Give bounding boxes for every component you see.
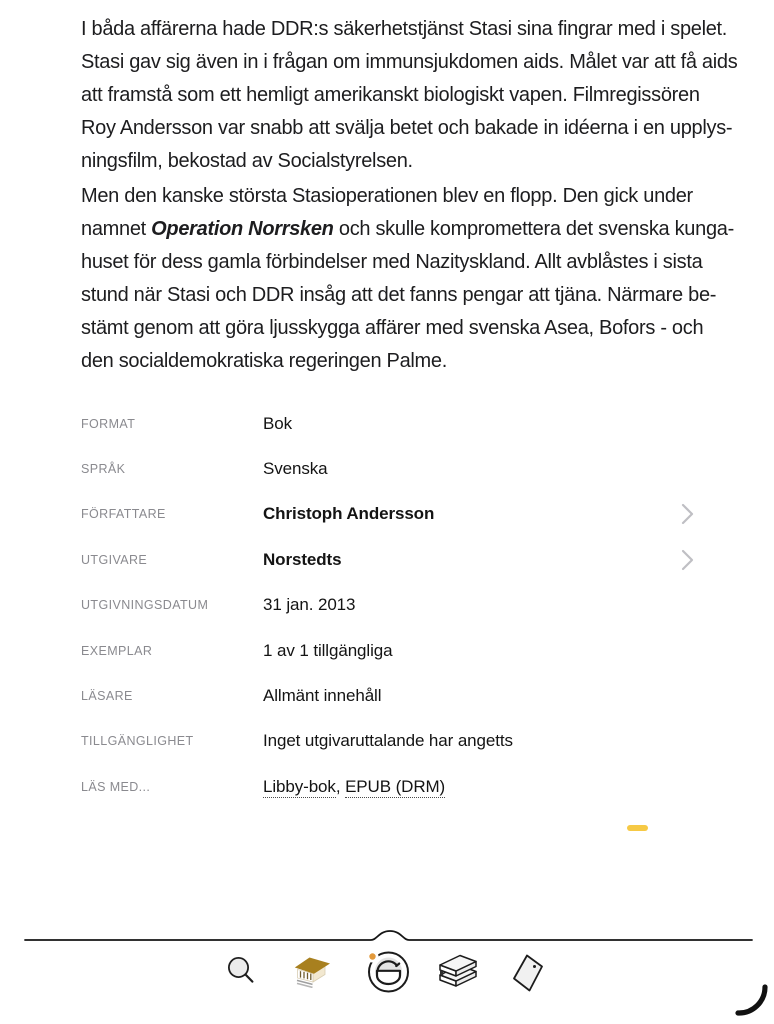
detail-value (263, 777, 445, 797)
description-line: Stasi gav sig även in i frågan om immunsjukdomen aids. Målet var att få aids (81, 51, 738, 73)
epub-drm-link[interactable]: EPUB (DRM) (345, 776, 446, 796)
detail-row-copies (81, 628, 694, 673)
search-button[interactable] (218, 947, 264, 993)
libby-menu-button[interactable] (365, 948, 411, 994)
chevron-right-icon (681, 549, 694, 571)
book-details-list (81, 401, 694, 810)
detail-row-read-with (81, 764, 694, 809)
search-icon (227, 956, 255, 984)
detail-value: Bok (263, 413, 292, 433)
description-line: stund när Stasi och DDR insåg att det fanns pengar att tjäna. Närmare be- (81, 284, 717, 306)
shelf-button[interactable] (435, 950, 481, 996)
description-line: I båda affärerna hade DDR:s säkerhetstjänst Stasi sina fingrar med i spelet. (81, 18, 728, 40)
detail-value: Allmänt innehåll (263, 686, 382, 706)
detail-label: UTGIVNINGSDATUM (81, 598, 209, 613)
loading-spinner-arc (734, 983, 770, 1019)
detail-value: 1 av 1 tillgängliga (263, 640, 393, 660)
description-line: ningsfilm, bekostad av Socialstyrelsen. (81, 150, 413, 172)
description-text: och skulle kompromettera det svenska kunga- (333, 218, 734, 240)
tag-icon (510, 953, 546, 994)
shelf-books-icon (435, 950, 481, 996)
detail-value: Svenska (263, 459, 328, 479)
operation-norrsken-emphasis: Operation Norrsken (151, 218, 334, 240)
detail-row-audience (81, 673, 694, 718)
description-line: Men den kanske största Stasioperationen blev en flopp. Den gick under (81, 185, 693, 207)
detail-label: TILLGÄNGLIGHET (81, 734, 194, 749)
detail-label: FÖRFATTARE (81, 507, 166, 522)
detail-row-format (81, 401, 694, 446)
detail-label: SPRÅK (81, 462, 126, 477)
detail-value: Inget utgivaruttalande har angetts (263, 731, 513, 751)
description-line: att framstå som ett hemligt amerikanskt biologiskt vapen. Filmregissören (81, 84, 700, 106)
detail-label: UTGIVARE (81, 552, 148, 567)
highlight-dash (627, 825, 648, 831)
detail-row-accessibility (81, 719, 694, 764)
description-line: Roy Andersson var snabb att svälja betet och bakade in idéerna i en upplys- (81, 117, 733, 139)
library-building-icon (294, 955, 331, 988)
detail-row-publisher[interactable] (81, 537, 694, 582)
tags-button[interactable] (505, 950, 551, 996)
description-line (81, 213, 741, 246)
detail-row-release-date (81, 583, 694, 628)
description-line: stämt genom att göra ljusskygga affärer med svenska Asea, Bofors - och (81, 317, 704, 339)
detail-row-author[interactable] (81, 492, 694, 537)
description-text: namnet (81, 218, 152, 240)
chevron-right-icon (681, 503, 694, 525)
detail-label: LÄS MED... (81, 779, 151, 794)
author-link[interactable]: Christoph Andersson (263, 504, 435, 524)
description-line: huset för dess gamla förbindelser med Nazityskland. Allt avblåstes i sista (81, 251, 703, 273)
link-separator: , (335, 776, 346, 796)
detail-value: 31 jan. 2013 (263, 595, 356, 615)
description-line: den socialdemokratiska regeringen Palme. (81, 350, 447, 372)
publisher-link[interactable]: Norstedts (263, 549, 342, 569)
detail-label: LÄSARE (81, 689, 133, 704)
library-tab-button-active[interactable] (289, 948, 335, 994)
detail-label: EXEMPLAR (81, 643, 153, 658)
book-description-paragraph-1 (81, 13, 741, 178)
detail-label: FORMAT (81, 416, 136, 431)
libby-menu-icon (365, 948, 412, 995)
detail-row-language (81, 446, 694, 491)
book-description-paragraph-2 (81, 180, 741, 378)
libby-book-link[interactable]: Libby-bok (263, 776, 336, 796)
